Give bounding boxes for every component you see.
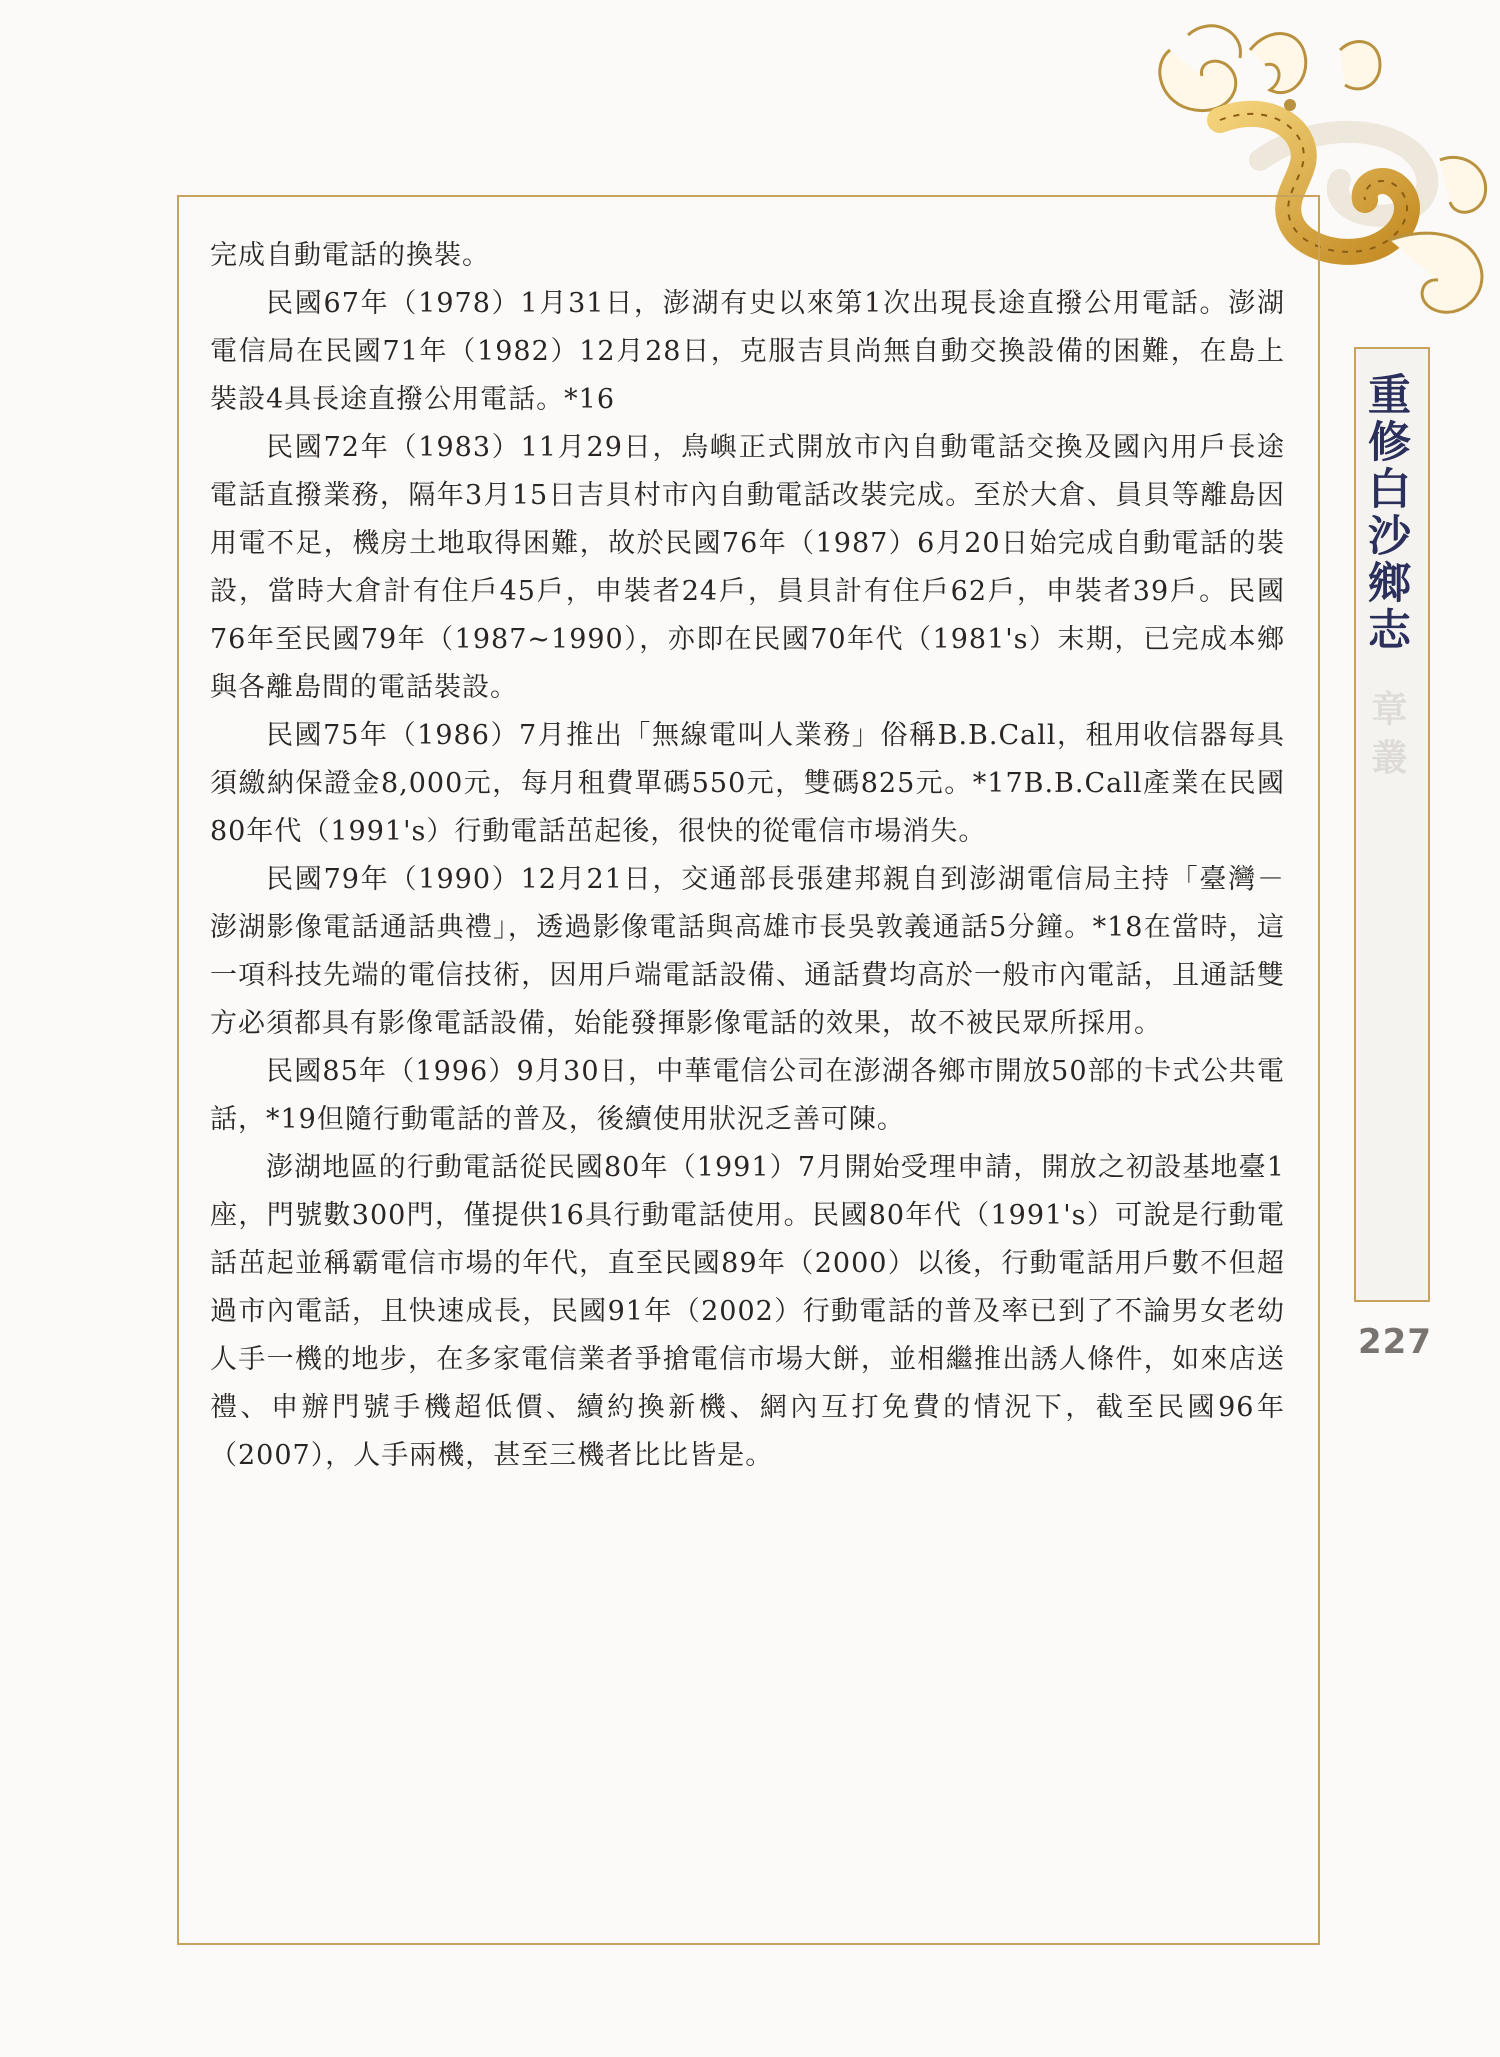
paragraph-3: 民國72年（1983）11月29日，鳥嶼正式開放市內自動電話交換及國內用戶長途電話直撥業務，隔年3月15日吉貝村市內自動電話改裝完成。至於大倉、員貝等離島因用電不足，機房土地取得困難，故於民國76年（1987）6月20日始完成自動電話的裝設，當時大倉計有住戶45戶，申裝者24戶，員貝計有住戶62戶，申裝者39戶。民國76年至民國79年（1987~1990），亦即在民國70年代（1981's）末期，已完成本鄉與各離島間的電話裝設。 [210,432,1285,703]
body-text [210,232,1285,1480]
paragraph-1: 完成自動電話的換裝。 [210,240,490,271]
paragraph-5: 民國79年（1990）12月21日，交通部長張建邦親自到澎湖電信局主持「臺灣－澎湖影像電話通話典禮」，透過影像電話與高雄市長吳敦義通話5分鐘。*18在當時，這一項科技先端的電信技術，因用戶端電話設備、通話費均高於一般市內電話，且通話雙方必須都具有影像電話設備，始能發揮影像電話的效果，故不被民眾所採用。 [210,864,1285,1039]
paragraph-4: 民國75年（1986）7月推出「無線電叫人業務」俗稱B.B.Call，租用收信器每具須繳納保證金8,000元，每月租費單碼550元，雙碼825元。*17B.B.Call產業在民國80年代（1991's）行動電話茁起後，很快的從電信市場消失。 [210,720,1285,847]
paragraph-2: 民國67年（1978）1月31日，澎湖有史以來第1次出現長途直撥公用電話。澎湖電信局在民國71年（1982）12月28日，克服吉貝尚無自動交換設備的困難，在島上裝設4具長途直撥公用電話。*16 [210,288,1285,415]
page-number: 227 [1358,1322,1432,1362]
book-title: 重修白沙鄉志 [1361,372,1411,654]
paragraph-6: 民國85年（1996）9月30日，中華電信公司在澎湖各鄉市開放50部的卡式公共電話，*19但隨行動電話的普及，後續使用狀況乏善可陳。 [210,1056,1285,1135]
paragraph-7: 澎湖地區的行動電話從民國80年（1991）7月開始受理申請，開放之初設基地臺1座，門號數300門，僅提供16具行動電話使用。民國80年代（1991's）可說是行動電話茁起並稱霸電信市場的年代，直至民國89年（2000）以後，行動電話用戶數不但超過市內電話，且快速成長，民國91年（2002）行動電話的普及率已到了不論男女老幼人手一機的地步，在多家電信業者爭搶電信市場大餅，並相繼推出誘人條件，如來店送禮、申辦門號手機超低價、續約換新機、網內互打免費的情況下，截至民國96年（2007），人手兩機，甚至三機者比比皆是。 [210,1152,1285,1471]
faint-background-glyphs: 章 叢 [1366,690,1407,775]
